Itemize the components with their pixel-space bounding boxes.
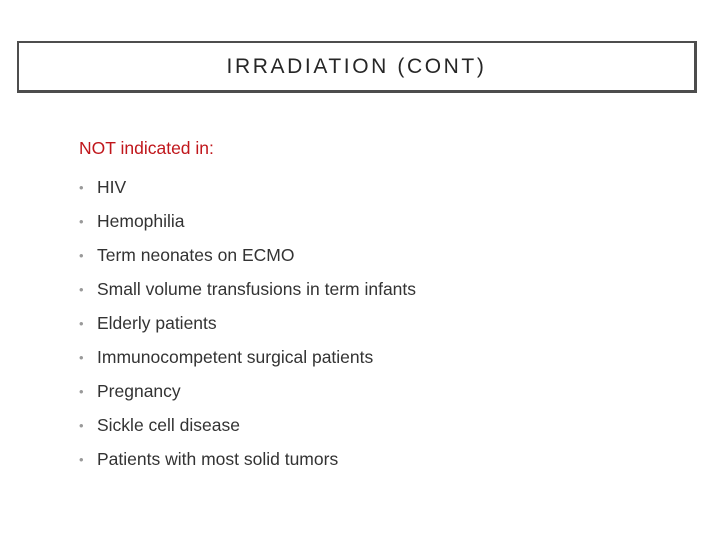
list-item (79, 374, 416, 408)
list-item-label: Immunocompetent surgical patients (97, 346, 374, 367)
bullet-icon: • (79, 315, 84, 331)
bullet-icon: • (79, 247, 84, 263)
bullet-icon: • (79, 281, 84, 297)
list-item-label: Term neonates on ECMO (97, 244, 295, 265)
list-item (79, 272, 416, 306)
list-item-label: Sickle cell disease (97, 414, 240, 435)
list-item-label: Elderly patients (97, 312, 217, 333)
list-item (79, 306, 416, 340)
title-box (17, 41, 697, 93)
bullet-icon: • (79, 451, 84, 467)
list-item (79, 238, 416, 272)
intro-text: NOT indicated in: (79, 138, 214, 158)
bullet-icon: • (79, 417, 84, 433)
bullet-icon: • (79, 383, 84, 399)
slide-title: IRRADIATION (CONT) (226, 54, 487, 78)
bullet-list (79, 170, 416, 476)
bullet-icon: • (79, 213, 84, 229)
bullet-icon: • (79, 349, 84, 365)
list-item (79, 442, 416, 476)
bullet-icon: • (79, 179, 84, 195)
list-item-label: Small volume transfusions in term infants (97, 278, 417, 299)
list-item-label: Patients with most solid tumors (97, 448, 339, 469)
list-item-label: Hemophilia (97, 210, 185, 231)
list-item (79, 340, 416, 374)
list-item-label: HIV (97, 176, 127, 197)
list-item (79, 204, 416, 238)
list-item (79, 408, 416, 442)
list-item (79, 170, 416, 204)
list-item-label: Pregnancy (97, 380, 181, 401)
